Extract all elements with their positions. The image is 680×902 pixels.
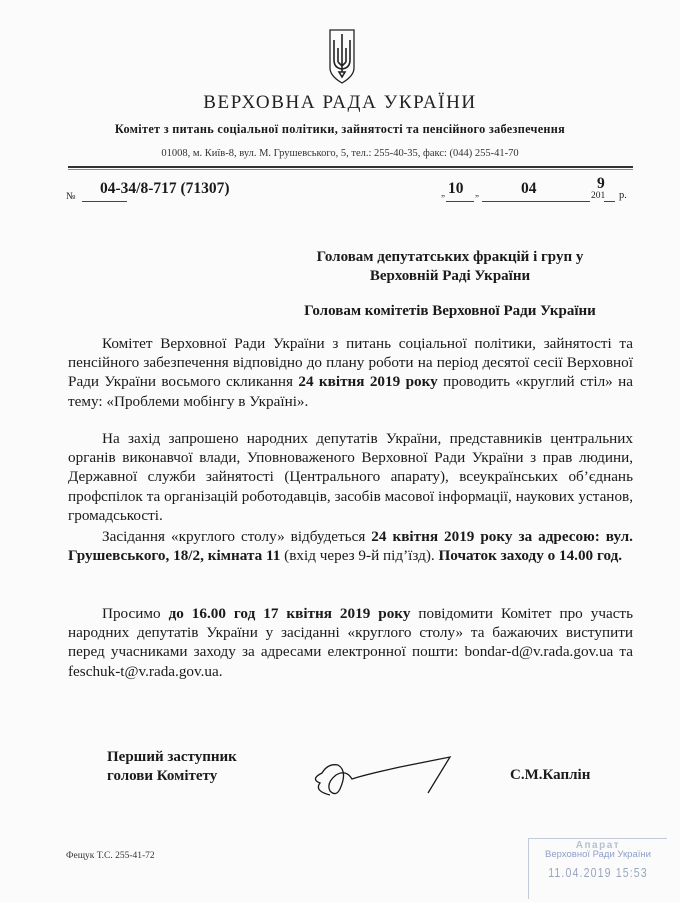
event-start-time: Початок заходу о 14.00 год.: [438, 547, 623, 565]
handwritten-signature-icon: [300, 745, 460, 800]
date-year-prefix: 201: [591, 191, 606, 201]
date-year-suffix: р.: [619, 190, 627, 201]
text: Засідання «круглого столу» відбудеться: [102, 528, 372, 545]
stamp-datetime: 11.04.2019 15:53: [548, 866, 648, 880]
year-underline: [604, 201, 615, 202]
date-quote-open: „: [441, 188, 445, 198]
ukraine-trident-crest-icon: [329, 28, 355, 84]
role-line: голови Комітету: [107, 768, 218, 784]
signatory-name: С.М.Каплін: [510, 767, 591, 783]
text: повідомити Комітет про участь народних депутатів України у засіданні «круглого столу» та бажаючих виступити перед учасниками заходу за адресами електронної пошти:: [68, 605, 633, 661]
paragraph-rsvp: [68, 604, 633, 681]
addressee-factions: [250, 248, 650, 285]
header-divider-thin: [68, 169, 633, 170]
signatory-role: [107, 748, 237, 786]
text: проводить «круглий стіл» на тему: «Проблеми мобінгу в Україні».: [68, 373, 633, 410]
number-label: №: [66, 191, 76, 202]
event-date: 24 квітня 2019 року: [298, 373, 438, 391]
day-underline: [446, 201, 474, 202]
date-year-digit: 9: [597, 175, 605, 192]
document-number: 04-34/8-717 (71307): [100, 180, 230, 197]
executor-contact: Фещук Т.С. 255-41-72: [66, 851, 155, 861]
committee-name: Комітет з питань соціальної політики, зайнятості та пенсійного забезпечення: [114, 122, 566, 136]
organization-title: ВЕРХОВНА РАДА УКРАЇНИ: [203, 92, 477, 113]
addressee-line: Головам депутатських фракцій і груп у: [316, 249, 584, 265]
text: (вхід через 9-й під’їзд).: [280, 547, 439, 565]
date-day: 10: [448, 180, 464, 197]
registration-stamp: [528, 838, 667, 899]
role-line: Перший заступник: [107, 749, 237, 765]
text: Просимо: [102, 605, 169, 622]
stamp-line: Верховної Ради України: [545, 849, 651, 860]
date-month: 04: [521, 180, 537, 197]
addressee-line: Головам комітетів Верховної Ради України: [304, 303, 596, 319]
text: .: [218, 662, 223, 680]
header-divider: [68, 166, 633, 168]
paragraph-intro: [68, 334, 633, 411]
paragraph-venue: [68, 527, 633, 565]
committee-address: 01008, м. Київ-8, вул. М. Грушевського, 5, тел.: 255-40-35, факс: (044) 255-41-70: [161, 148, 519, 159]
addressee-committees: [250, 302, 650, 321]
email-link-feschuk[interactable]: feschuk-t@v.rada.gov.ua: [68, 662, 219, 680]
text: На захід запрошено народних депутатів України, представників центральних органів виконавчої влади, Уповноваженого Верховної Ради України з прав людини, Державної служби зайнятості (Центрального апарату), всеукраїнських об’єднань профспілок та організацій роботодавців, засобів масової інформації, наукових установ, громадськості.: [68, 430, 633, 524]
addressee-line: Верховній Раді України: [369, 267, 531, 284]
text: Комітет Верховної Ради України з питань соціальної політики, зайнятості та пенсійного забезпечення відповідно до плану роботи на період десятої сесії Верховної Ради України восьмого скликання: [68, 335, 633, 391]
number-underline: [82, 201, 127, 202]
email-link-bondar[interactable]: bondar-d@v.rada.gov.ua: [464, 643, 614, 661]
paragraph-invitees: [68, 429, 633, 525]
month-underline: [482, 201, 590, 202]
event-date-address: 24 квітня 2019 року за адресою: вул. Грушевського, 18/2, кімната 11: [68, 528, 633, 565]
stamp-line: Апарат: [575, 840, 621, 851]
text: та: [613, 643, 633, 661]
rsvp-deadline: до 16.00 год 17 квітня 2019 року: [168, 605, 411, 622]
date-quote-close: „: [475, 188, 479, 198]
